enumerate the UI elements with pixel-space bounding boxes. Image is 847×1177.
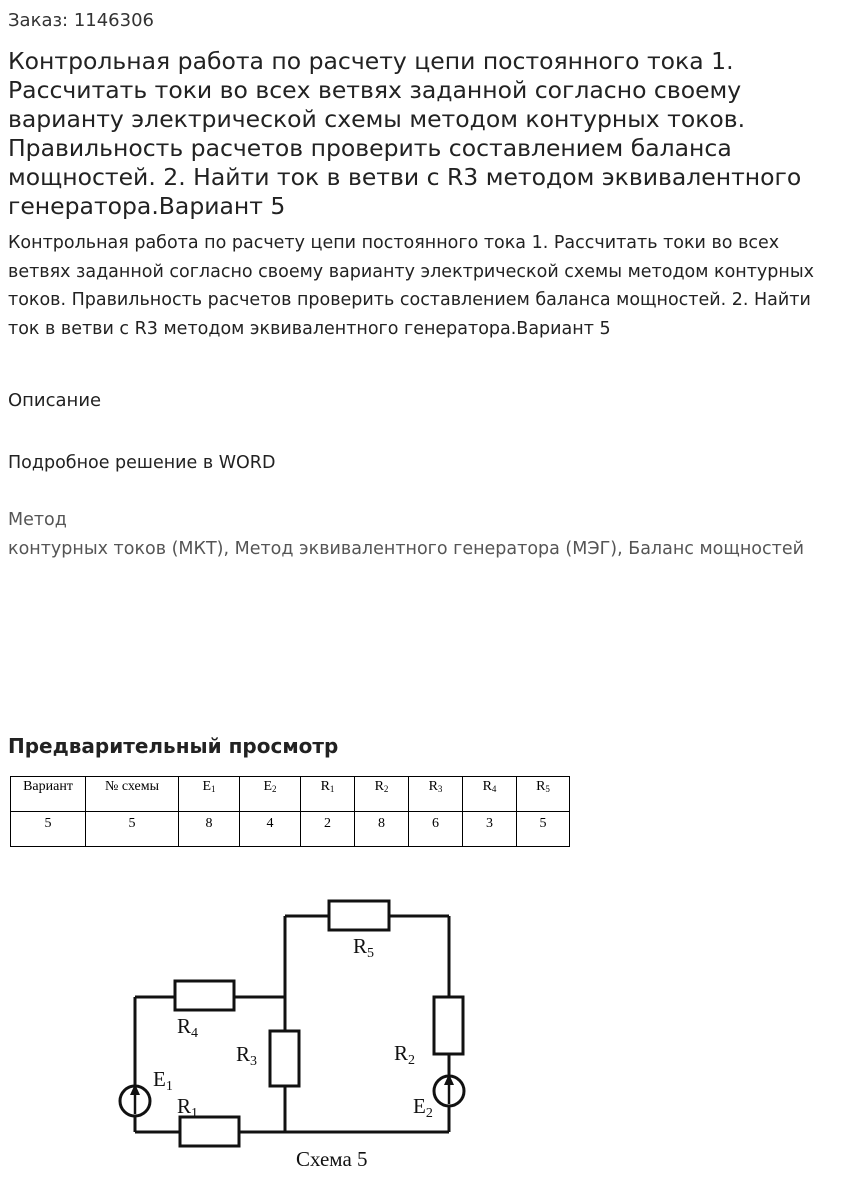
value-cell-r5: 5 bbox=[517, 812, 570, 847]
header-cell-e2: $E_2$ bbox=[240, 777, 301, 812]
header-cell-scheme: № схемы bbox=[86, 777, 179, 812]
header-cell-r1: $R_1$ bbox=[301, 777, 355, 812]
label-r3: R3 bbox=[236, 1042, 258, 1069]
value-cell-r3: 6 bbox=[409, 812, 463, 847]
description-heading: Описание bbox=[8, 390, 102, 411]
variant-table bbox=[10, 776, 570, 847]
page-title: Контрольная работа по расчету цепи постоянного тока 1. Рассчитать токи во всех ветвях заданной согласно своему варианту электрической схемы методом контурных токов. Правильность расчетов проверить составлением баланса мощностей. 2. Найти ток в ветви с R3 методом эквивалентного генератора.Вариант 5 bbox=[8, 47, 802, 220]
header-cell-r4: $R_4$ bbox=[463, 777, 517, 812]
label-e2: E2 bbox=[413, 1094, 433, 1121]
method-label: Метод bbox=[8, 510, 67, 530]
header-cell-r3: $R_3$ bbox=[409, 777, 463, 812]
header-cell-r5: $R_5$ bbox=[517, 777, 570, 812]
label-e1: E1 bbox=[153, 1067, 173, 1094]
label-r1: R1 bbox=[177, 1094, 199, 1121]
resistor-r5-symbol bbox=[329, 901, 389, 930]
value-cell-r4: 3 bbox=[463, 812, 517, 847]
value-cell-scheme: 5 bbox=[86, 812, 179, 847]
method-info bbox=[8, 506, 808, 563]
resistor-r1-symbol bbox=[180, 1117, 239, 1146]
order-number: Заказ: 1146306 bbox=[8, 10, 154, 31]
variant-table-value-row bbox=[11, 812, 570, 847]
header-cell-r2: $R_2$ bbox=[355, 777, 409, 812]
source-e1-symbol bbox=[120, 1084, 150, 1116]
value-cell-r1: 2 bbox=[301, 812, 355, 847]
value-cell-r2: 8 bbox=[355, 812, 409, 847]
value-cell-e2: 4 bbox=[240, 812, 301, 847]
resistor-r3-symbol bbox=[270, 1031, 299, 1086]
label-r2: R2 bbox=[394, 1041, 416, 1068]
description-text: Подробное решение в WORD bbox=[8, 453, 276, 473]
header-cell-variant: Вариант bbox=[11, 777, 86, 812]
work-summary: Контрольная работа по расчету цепи постоянного тока 1. Рассчитать токи во всех ветвях заданной согласно своему варианту электрической схемы методом контурных токов. Правильность расчетов проверить составлением баланса мощностей. 2. Найти ток в ветви с R3 методом эквивалентного генератора.Вариант 5 bbox=[8, 233, 815, 339]
variant-table-header-row bbox=[11, 777, 570, 812]
preview-heading: Предварительный просмотр bbox=[8, 734, 339, 758]
label-r4: R4 bbox=[177, 1014, 199, 1041]
method-value: контурных токов (МКТ), Метод эквивалентного генератора (МЭГ), Баланс мощностей bbox=[8, 538, 804, 559]
circuit-caption: Схема 5 bbox=[296, 1147, 368, 1171]
label-r5: R5 bbox=[353, 934, 375, 961]
header-cell-e1: $E_1$ bbox=[179, 777, 240, 812]
value-cell-variant: 5 bbox=[11, 812, 86, 847]
value-cell-e1: 8 bbox=[179, 812, 240, 847]
circuit-diagram bbox=[100, 890, 480, 1175]
source-e2-symbol bbox=[434, 1074, 464, 1106]
resistor-r4-symbol bbox=[175, 981, 234, 1010]
resistor-r2-symbol bbox=[434, 997, 463, 1054]
